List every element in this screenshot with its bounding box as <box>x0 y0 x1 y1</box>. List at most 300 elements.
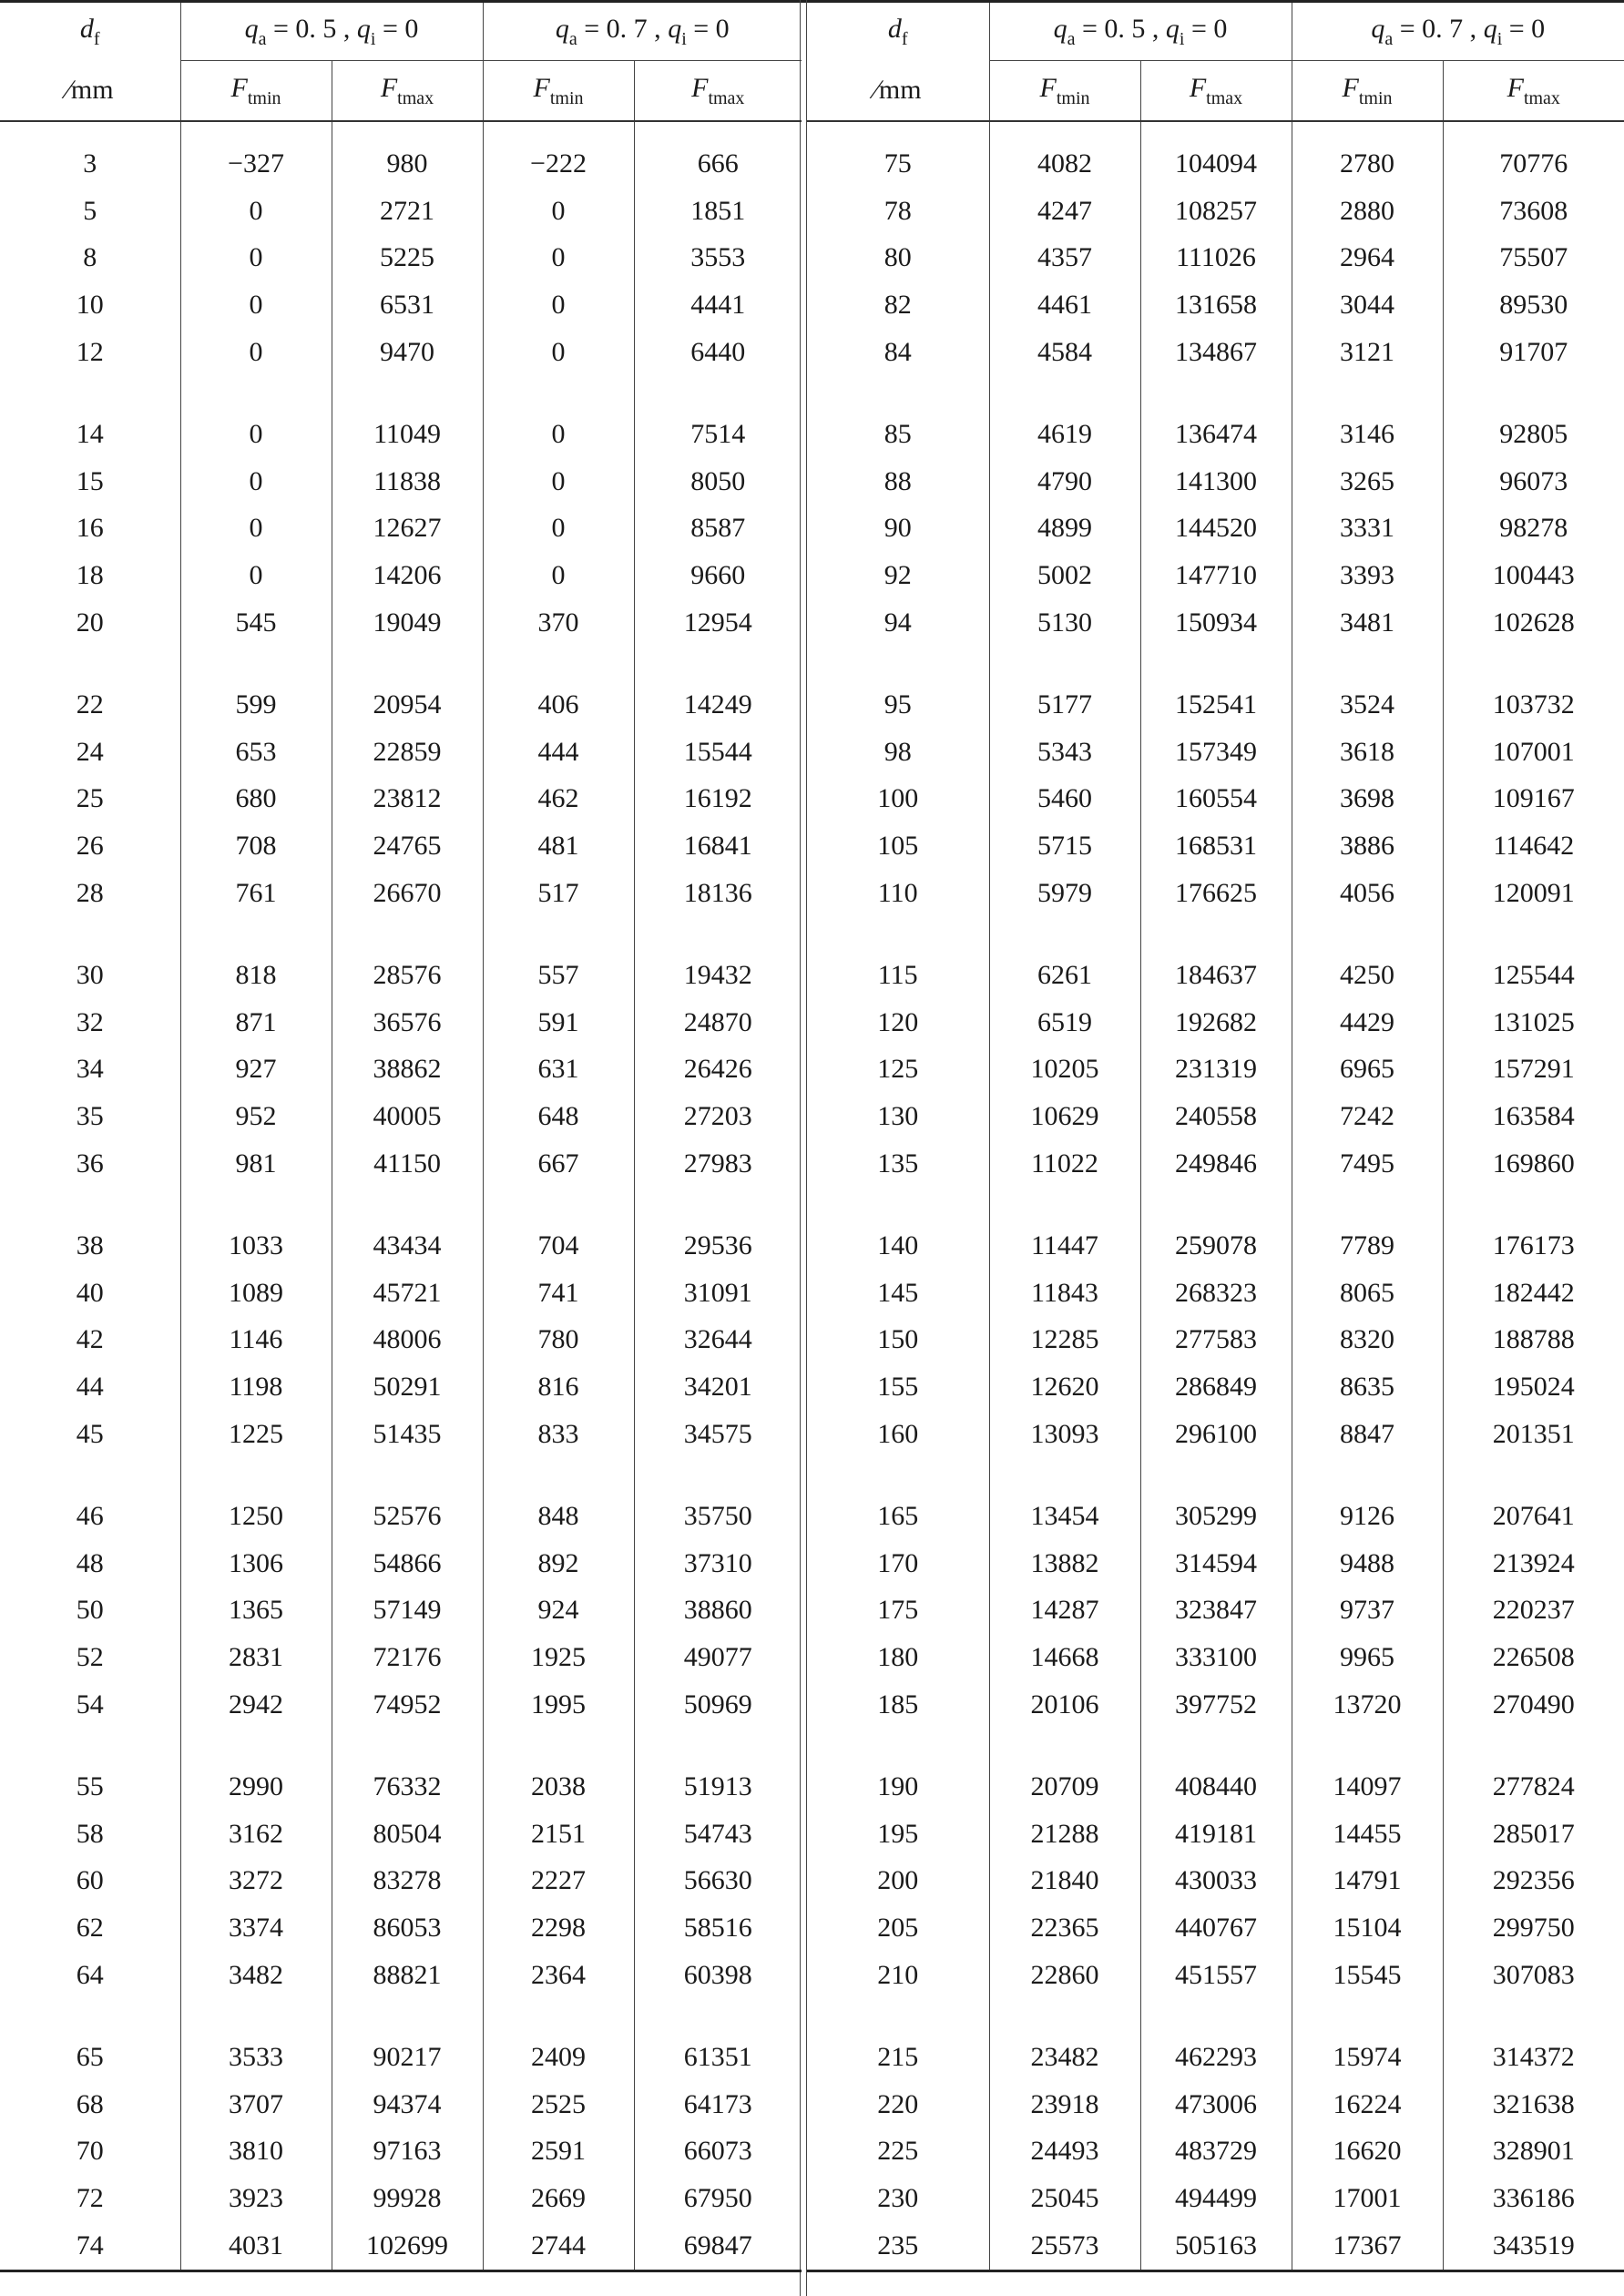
spacer-cell <box>180 647 332 681</box>
value-cell: 599 <box>180 681 332 729</box>
value-cell: 48006 <box>332 1317 483 1364</box>
table-row <box>0 822 802 870</box>
value-cell: 545 <box>180 599 332 647</box>
df-cell: 48 <box>0 1540 180 1587</box>
value-cell: 23482 <box>989 2034 1140 2081</box>
spacer-cell <box>1292 1999 1443 2034</box>
value-cell: 2525 <box>483 2081 634 2128</box>
value-cell: 56630 <box>683 1865 752 1896</box>
value-cell: 96073 <box>1499 465 1568 496</box>
value-cell: 72176 <box>332 1634 483 1681</box>
value-cell: 2591 <box>483 2128 634 2175</box>
table-row <box>0 2175 802 2222</box>
value-cell: 2151 <box>483 1811 634 1858</box>
group-spacer <box>0 647 802 681</box>
value-cell: 108257 <box>1140 188 1292 235</box>
table-row <box>807 458 1624 505</box>
value-cell: 21840 <box>989 1858 1140 1905</box>
value-cell: 285017 <box>1492 1818 1575 1849</box>
value-cell: 160554 <box>1140 776 1292 823</box>
value-cell: 90217 <box>332 2034 483 2081</box>
table-row <box>807 281 1624 329</box>
value-cell: 86053 <box>332 1904 483 1952</box>
table-row <box>0 1681 802 1729</box>
table-row <box>0 2222 802 2270</box>
value-cell: 136474 <box>1140 411 1292 458</box>
spacer-cell <box>0 647 180 681</box>
value-cell: 45721 <box>332 1270 483 1317</box>
value-cell: 14455 <box>1292 1811 1443 1858</box>
value-cell: 15545 <box>1292 1952 1443 1999</box>
value-cell: 648 <box>483 1093 634 1140</box>
group-spacer <box>0 1999 802 2034</box>
value-cell: 38862 <box>332 1046 483 1094</box>
table-row <box>0 235 802 282</box>
value-cell: 94374 <box>332 2081 483 2128</box>
df-cell: 20 <box>0 599 180 647</box>
value-cell: 150934 <box>1140 599 1292 647</box>
value-cell: 141300 <box>1140 458 1292 505</box>
value-cell: 473006 <box>1140 2081 1292 2128</box>
df-cell: 160 <box>807 1411 989 1458</box>
spacer-cell <box>807 647 989 681</box>
unit-header: ∕mm <box>0 61 180 122</box>
value-cell: 1306 <box>180 1540 332 1587</box>
df-cell: 115 <box>807 952 989 999</box>
df-cell: 62 <box>0 1904 180 1952</box>
value-cell: 89530 <box>1499 290 1568 321</box>
value-cell: 226508 <box>1492 1642 1575 1673</box>
group-spacer <box>807 1999 1624 2034</box>
table-row <box>807 1093 1624 1140</box>
df-cell: 70 <box>0 2128 180 2175</box>
df-cell: 34 <box>0 1046 180 1094</box>
value-cell: 9126 <box>1292 1493 1443 1540</box>
table-row <box>807 1811 1624 1858</box>
table-row <box>807 1952 1624 1999</box>
value-cell: 15544 <box>683 736 752 767</box>
value-cell: 19049 <box>332 599 483 647</box>
value-cell: 83278 <box>332 1858 483 1905</box>
spacer-cell <box>0 1999 180 2034</box>
df-cell: 175 <box>807 1587 989 1635</box>
value-cell: 1851 <box>690 195 746 226</box>
value-cell: 0 <box>180 188 332 235</box>
df-cell: 82 <box>807 281 989 329</box>
table-row <box>0 1634 802 1681</box>
df-cell: 135 <box>807 1140 989 1188</box>
df-cell: 155 <box>807 1363 989 1411</box>
spacer-cell <box>180 917 332 952</box>
fmax-header: $F_{tmax}$ <box>332 61 483 122</box>
value-cell: 557 <box>483 952 634 999</box>
spacer-cell <box>634 1999 802 2034</box>
table-row <box>807 729 1624 776</box>
fmax-header: $F_{tmax}$ <box>1443 61 1624 122</box>
group2-header: $q_a = 0$. 7 , $q_i = 0$ <box>1371 13 1546 49</box>
spacer-cell <box>989 376 1140 411</box>
value-cell: 73608 <box>1499 195 1568 226</box>
table-row <box>807 1681 1624 1729</box>
group-spacer <box>807 917 1624 952</box>
table-row <box>0 999 802 1046</box>
spacer-cell <box>1140 647 1292 681</box>
value-cell: 7514 <box>690 418 746 449</box>
value-cell: 11049 <box>332 411 483 458</box>
df-cell: 210 <box>807 1952 989 1999</box>
spacer-cell <box>180 1729 332 1763</box>
table-row <box>807 1587 1624 1635</box>
table-row <box>807 1493 1624 1540</box>
group-spacer <box>807 1729 1624 1763</box>
value-cell: 5979 <box>989 870 1140 917</box>
value-cell: 1033 <box>180 1222 332 1270</box>
value-cell: 321638 <box>1492 2088 1575 2119</box>
df-cell: 26 <box>0 822 180 870</box>
value-cell: 5002 <box>989 552 1140 599</box>
value-cell: 24493 <box>989 2128 1140 2175</box>
value-cell: 14249 <box>683 689 752 719</box>
table-row <box>807 1634 1624 1681</box>
df-cell: 30 <box>0 952 180 999</box>
value-cell: 5460 <box>989 776 1140 823</box>
value-cell: 2669 <box>483 2175 634 2222</box>
df-cell: 95 <box>807 681 989 729</box>
df-cell: 84 <box>807 329 989 376</box>
value-cell: 37310 <box>683 1547 752 1578</box>
spacer-cell <box>1292 1458 1443 1493</box>
value-cell: 268323 <box>1140 1270 1292 1317</box>
df-cell: 14 <box>0 411 180 458</box>
table-row <box>0 1140 802 1188</box>
value-cell: 12627 <box>332 505 483 553</box>
value-cell: 99928 <box>332 2175 483 2222</box>
value-cell: 9660 <box>690 560 746 591</box>
value-cell: 0 <box>483 505 634 553</box>
value-cell: 2227 <box>483 1858 634 1905</box>
table-row <box>807 1411 1624 1458</box>
value-cell: 444 <box>483 729 634 776</box>
value-cell: 2942 <box>180 1681 332 1729</box>
table-row <box>0 1222 802 1270</box>
df-cell: 54 <box>0 1681 180 1729</box>
value-cell: 494499 <box>1140 2175 1292 2222</box>
group-spacer <box>0 1729 802 1763</box>
value-cell: 0 <box>180 411 332 458</box>
table-row <box>0 1493 802 1540</box>
df-cell: 195 <box>807 1811 989 1858</box>
table-row <box>0 329 802 376</box>
table-row <box>0 281 802 329</box>
spacer-cell <box>180 1188 332 1222</box>
fmin-header: $F_{tmin}$ <box>483 61 634 122</box>
value-cell: 3162 <box>180 1811 332 1858</box>
value-cell: 80504 <box>332 1811 483 1858</box>
spacer-cell <box>483 647 634 681</box>
df-cell: 12 <box>0 329 180 376</box>
table-row <box>0 2034 802 2081</box>
df-cell: 165 <box>807 1493 989 1540</box>
table-row <box>807 1540 1624 1587</box>
value-cell: 11447 <box>989 1222 1140 1270</box>
value-cell: 3481 <box>1292 599 1443 647</box>
value-cell: 11022 <box>989 1140 1140 1188</box>
value-cell: 6519 <box>989 999 1140 1046</box>
table-row <box>0 505 802 553</box>
right-table <box>807 3 1624 2272</box>
spacer-cell <box>807 1729 989 1763</box>
fmin-header: $F_{tmin}$ <box>989 61 1140 122</box>
table-row <box>0 1763 802 1811</box>
value-cell: 22860 <box>989 1952 1140 1999</box>
df-cell: 32 <box>0 999 180 1046</box>
group1-header: $q_a = 0$. 5 , $q_i = 0$ <box>989 3 1292 61</box>
value-cell: 980 <box>332 121 483 188</box>
value-cell: 1198 <box>180 1363 332 1411</box>
value-cell: 0 <box>180 281 332 329</box>
df-cell: 200 <box>807 1858 989 1905</box>
spacer-cell <box>807 917 989 952</box>
value-cell: 4247 <box>989 188 1140 235</box>
value-cell: 120091 <box>1492 878 1575 909</box>
df-cell: 185 <box>807 1681 989 1729</box>
group-spacer <box>0 1458 802 1493</box>
df-cell: 55 <box>0 1763 180 1811</box>
value-cell: 3272 <box>180 1858 332 1905</box>
value-cell: 0 <box>483 458 634 505</box>
value-cell: 0 <box>180 458 332 505</box>
value-cell: 34575 <box>683 1419 752 1450</box>
value-cell: 11838 <box>332 458 483 505</box>
value-cell: 6440 <box>690 337 746 368</box>
value-cell: 8320 <box>1292 1317 1443 1364</box>
value-cell: 5715 <box>989 822 1140 870</box>
df-cell: 5 <box>0 188 180 235</box>
value-cell: 32644 <box>683 1324 752 1355</box>
df-cell: 235 <box>807 2222 989 2270</box>
df-cell: 180 <box>807 1634 989 1681</box>
value-cell: 11843 <box>989 1270 1140 1317</box>
spacer-cell <box>807 376 989 411</box>
group-spacer <box>0 1188 802 1222</box>
table-row <box>0 1858 802 1905</box>
value-cell: 98278 <box>1499 513 1568 544</box>
df-cell: 44 <box>0 1363 180 1411</box>
value-cell: 152541 <box>1140 681 1292 729</box>
fmax-header: $F_{tmax}$ <box>634 61 802 122</box>
value-cell: 3146 <box>1292 411 1443 458</box>
table-row <box>0 1411 802 1458</box>
value-cell: 1250 <box>180 1493 332 1540</box>
table-row <box>0 1046 802 1094</box>
value-cell: 23812 <box>332 776 483 823</box>
df-cell: 15 <box>0 458 180 505</box>
spacer-cell <box>1292 1729 1443 1763</box>
table-row <box>807 1270 1624 1317</box>
value-cell: 20709 <box>989 1763 1140 1811</box>
table-row <box>807 411 1624 458</box>
value-cell: 9470 <box>332 329 483 376</box>
value-cell: 328901 <box>1492 2136 1575 2167</box>
value-cell: 24870 <box>683 1006 752 1037</box>
df-cell: 25 <box>0 776 180 823</box>
value-cell: 27983 <box>683 1148 752 1179</box>
value-cell: 10205 <box>989 1046 1140 1094</box>
value-cell: 2964 <box>1292 235 1443 282</box>
value-cell: 27203 <box>683 1101 752 1132</box>
value-cell: 981 <box>180 1140 332 1188</box>
value-cell: 397752 <box>1140 1681 1292 1729</box>
table-row <box>807 1046 1624 1094</box>
value-cell: 61351 <box>683 2041 752 2072</box>
spacer-cell <box>989 647 1140 681</box>
df-cell: 18 <box>0 552 180 599</box>
df-cell: 52 <box>0 1634 180 1681</box>
df-cell: 24 <box>0 729 180 776</box>
value-cell: 451557 <box>1140 1952 1292 1999</box>
spacer-cell <box>989 1188 1140 1222</box>
df-cell: 38 <box>0 1222 180 1270</box>
value-cell: 26426 <box>683 1054 752 1085</box>
value-cell: 0 <box>483 552 634 599</box>
value-cell: 103732 <box>1492 689 1575 719</box>
table-row <box>807 1363 1624 1411</box>
table-row <box>0 729 802 776</box>
spacer-cell <box>989 1999 1140 2034</box>
table-row <box>807 505 1624 553</box>
value-cell: 483729 <box>1140 2128 1292 2175</box>
table-row <box>0 952 802 999</box>
value-cell: 131025 <box>1492 1006 1575 1037</box>
value-cell: 54743 <box>683 1818 752 1849</box>
value-cell: 3482 <box>180 1952 332 1999</box>
value-cell: 780 <box>483 1317 634 1364</box>
value-cell: 109167 <box>1492 783 1575 814</box>
spacer-cell <box>180 376 332 411</box>
value-cell: 104094 <box>1140 121 1292 188</box>
value-cell: 40005 <box>332 1093 483 1140</box>
value-cell: 213924 <box>1492 1547 1575 1578</box>
table-row <box>0 1811 802 1858</box>
value-cell: 97163 <box>332 2128 483 2175</box>
value-cell: 1225 <box>180 1411 332 1458</box>
left-table-body <box>0 121 802 2270</box>
df-cell: 145 <box>807 1270 989 1317</box>
table-row <box>0 2081 802 2128</box>
spacer-cell <box>1292 647 1443 681</box>
df-cell: 10 <box>0 281 180 329</box>
value-cell: 13454 <box>989 1493 1140 1540</box>
value-cell: 54866 <box>332 1540 483 1587</box>
spacer-cell <box>634 1188 802 1222</box>
df-cell: 170 <box>807 1540 989 1587</box>
value-cell: 169860 <box>1492 1148 1575 1179</box>
value-cell: 848 <box>483 1493 634 1540</box>
spacer-cell <box>1140 1188 1292 1222</box>
table-row <box>0 458 802 505</box>
value-cell: 333100 <box>1140 1634 1292 1681</box>
spacer-cell <box>1140 1729 1292 1763</box>
value-cell: 176625 <box>1140 870 1292 917</box>
value-cell: 8065 <box>1292 1270 1443 1317</box>
value-cell: 34201 <box>683 1372 752 1403</box>
value-cell: 2038 <box>483 1763 634 1811</box>
value-cell: 157349 <box>1140 729 1292 776</box>
spacer-cell <box>634 1458 802 1493</box>
value-cell: 49077 <box>683 1642 752 1673</box>
value-cell: 12620 <box>989 1363 1140 1411</box>
value-cell: 144520 <box>1140 505 1292 553</box>
table-row <box>807 1317 1624 1364</box>
value-cell: 666 <box>697 148 739 179</box>
df-cell: 190 <box>807 1763 989 1811</box>
spacer-cell <box>634 917 802 952</box>
value-cell: 184637 <box>1140 952 1292 999</box>
table-row <box>807 2081 1624 2128</box>
value-cell: 220237 <box>1492 1595 1575 1626</box>
value-cell: 24765 <box>332 822 483 870</box>
value-cell: 75507 <box>1499 242 1568 273</box>
spacer-cell <box>483 376 634 411</box>
spacer-cell <box>1292 1188 1443 1222</box>
df-cell: 40 <box>0 1270 180 1317</box>
value-cell: 3553 <box>690 242 746 273</box>
df-header: $d_f$ <box>807 3 989 61</box>
df-cell: 16 <box>0 505 180 553</box>
value-cell: 10629 <box>989 1093 1140 1140</box>
value-cell: 818 <box>180 952 332 999</box>
table-row <box>807 552 1624 599</box>
table-row <box>807 329 1624 376</box>
table-row <box>0 1540 802 1587</box>
value-cell: 1995 <box>483 1681 634 1729</box>
value-cell: 102628 <box>1492 607 1575 638</box>
value-cell: 270490 <box>1492 1689 1575 1719</box>
value-cell: 653 <box>180 729 332 776</box>
df-cell: 215 <box>807 2034 989 2081</box>
group-spacer <box>0 376 802 411</box>
value-cell: 1925 <box>483 1634 634 1681</box>
value-cell: 9488 <box>1292 1540 1443 1587</box>
value-cell: 924 <box>483 1587 634 1635</box>
value-cell: 69847 <box>634 2222 802 2270</box>
spacer-cell <box>1443 376 1624 411</box>
value-cell: 314594 <box>1140 1540 1292 1587</box>
value-cell: 88821 <box>332 1952 483 1999</box>
value-cell: 871 <box>180 999 332 1046</box>
value-cell: 18136 <box>683 878 752 909</box>
value-cell: 6261 <box>989 952 1140 999</box>
value-cell: 3044 <box>1292 281 1443 329</box>
df-cell: 105 <box>807 822 989 870</box>
value-cell: 16192 <box>683 783 752 814</box>
value-cell: 667 <box>483 1140 634 1188</box>
value-cell: 7495 <box>1292 1140 1443 1188</box>
value-cell: 4899 <box>989 505 1140 553</box>
df-cell: 50 <box>0 1587 180 1635</box>
value-cell: 3121 <box>1292 329 1443 376</box>
value-cell: 114642 <box>1493 831 1575 862</box>
value-cell: 41150 <box>332 1140 483 1188</box>
value-cell: 2721 <box>332 188 483 235</box>
df-cell: 225 <box>807 2128 989 2175</box>
table-row <box>807 2222 1624 2270</box>
value-cell: 8847 <box>1292 1411 1443 1458</box>
value-cell: 8635 <box>1292 1363 1443 1411</box>
df-cell: 58 <box>0 1811 180 1858</box>
value-cell: 952 <box>180 1093 332 1140</box>
table-row <box>807 235 1624 282</box>
